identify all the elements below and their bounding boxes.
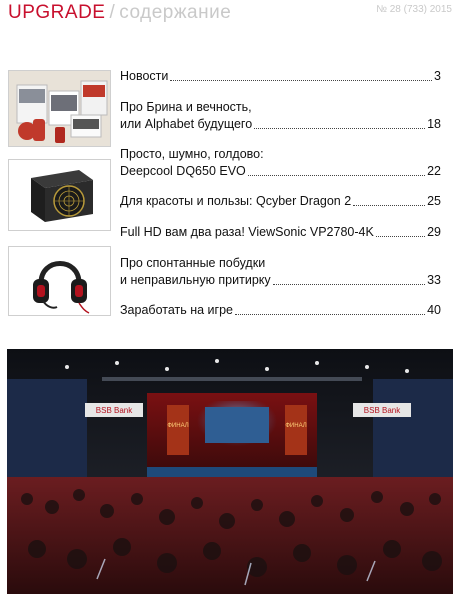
toc-leader xyxy=(353,205,425,206)
toc-title: Про Брина и вечность, xyxy=(120,100,252,114)
toc-title: Просто, шумно, голдово: xyxy=(120,147,264,161)
toc-page: 40 xyxy=(427,303,441,317)
toc-leader xyxy=(235,314,425,315)
title-separator: / xyxy=(109,2,116,23)
toc-title: Новости xyxy=(120,69,169,83)
toc-page: 33 xyxy=(427,273,441,287)
toc-leader xyxy=(170,80,432,81)
toc-item-sleep[interactable] xyxy=(120,255,441,289)
toc-item-brin[interactable] xyxy=(120,99,441,133)
issue-number: № 28 (733) 2015 xyxy=(376,4,452,15)
page-header xyxy=(8,2,452,26)
toc-leader xyxy=(376,236,425,237)
toc-title: Для красоты и пользы: Qcyber Dragon 2 xyxy=(120,194,352,208)
thumb-psu xyxy=(8,159,111,231)
toc-page: 18 xyxy=(427,117,441,131)
toc-page: 25 xyxy=(427,194,441,208)
section-name: содержание xyxy=(119,2,232,23)
thumb-news xyxy=(8,70,111,147)
toc-title: Full HD вам два раза! ViewSonic VP2780-4K xyxy=(120,225,374,239)
arena-scene-image xyxy=(7,349,453,594)
toc-item-gaming[interactable] xyxy=(120,302,441,319)
news-boxes-image xyxy=(9,71,110,146)
banner-left: BSB Bank xyxy=(95,406,133,415)
toc-page: 22 xyxy=(427,164,441,178)
thumb-headset xyxy=(8,246,111,316)
toc-title: и неправильную притирку xyxy=(120,273,271,287)
headset-image xyxy=(9,247,110,315)
toc-title: Про спонтанные побудки xyxy=(120,256,266,270)
toc-item-news[interactable] xyxy=(120,68,441,85)
esports-arena-photo xyxy=(7,349,453,594)
stage-screen-right-text: ФИНАЛ xyxy=(285,423,307,429)
toc-item-viewsonic[interactable] xyxy=(120,224,441,241)
toc-title: Заработать на игре xyxy=(120,303,233,317)
toc-leader xyxy=(254,128,425,129)
toc-page: 29 xyxy=(427,225,441,239)
toc-leader xyxy=(273,284,425,285)
toc-title: Deepcool DQ650 EVO xyxy=(120,164,246,178)
magazine-title xyxy=(8,2,231,24)
power-supply-image xyxy=(9,160,110,230)
toc-item-deepcool[interactable] xyxy=(120,146,441,180)
brand-name: UPGRADE xyxy=(8,2,106,23)
toc-page: 3 xyxy=(434,69,441,83)
stage-screen-left-text: ФИНАЛ xyxy=(167,423,189,429)
toc-title: или Alphabet будущего xyxy=(120,117,253,131)
toc-item-qcyber[interactable] xyxy=(120,193,441,210)
banner-right: BSB Bank xyxy=(363,406,401,415)
toc-leader xyxy=(248,175,425,176)
